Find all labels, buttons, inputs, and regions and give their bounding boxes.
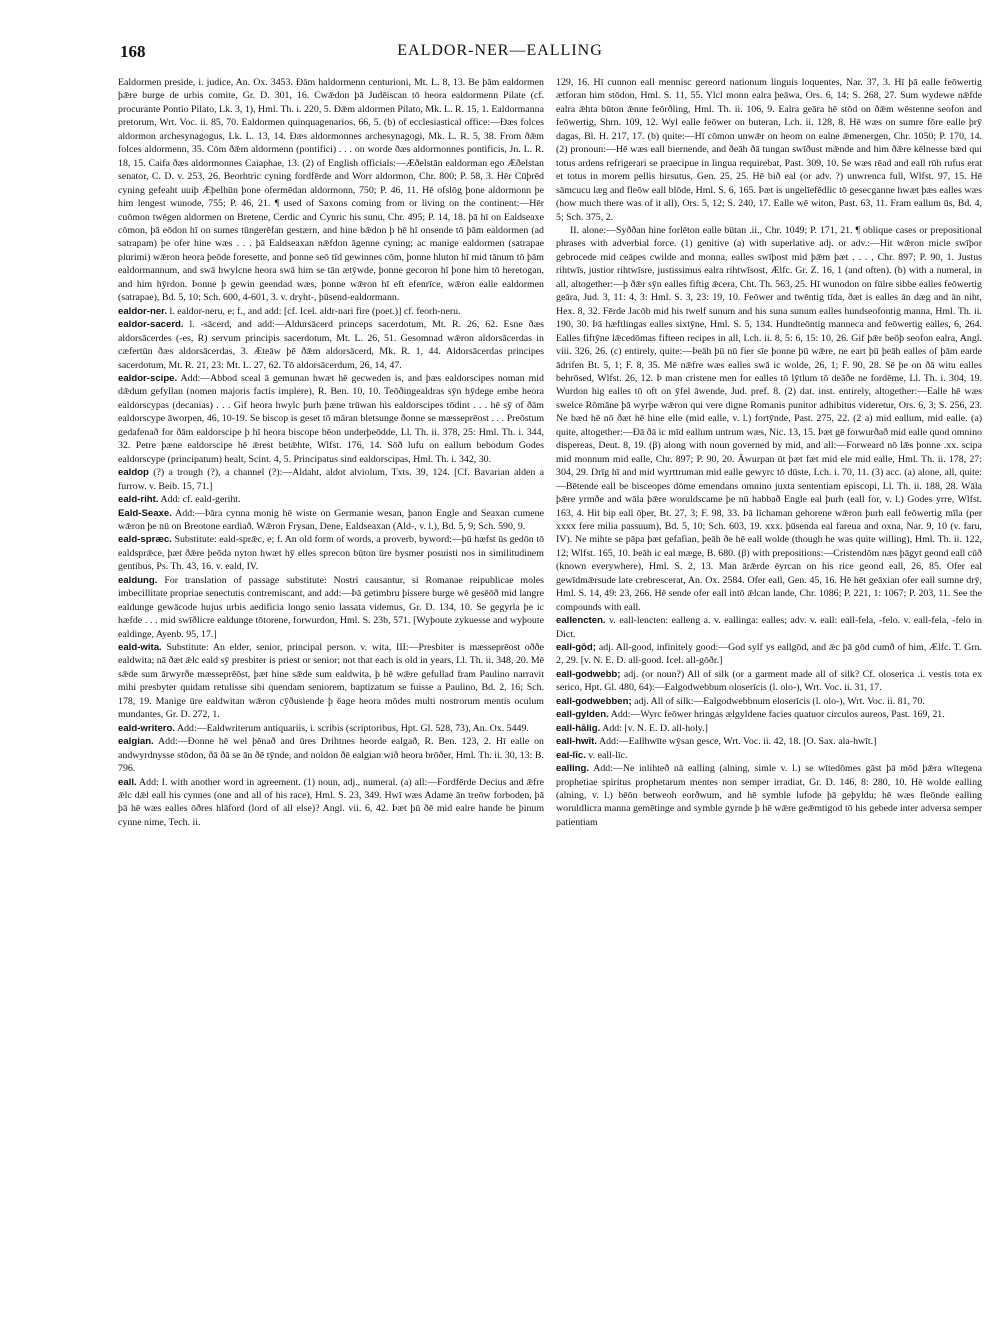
dictionary-entry: [556, 762, 982, 829]
dictionary-entry: [118, 318, 544, 372]
dictionary-entry: [118, 76, 544, 305]
entry-headword: eald-writero.: [118, 722, 176, 734]
entry-text: Add:—Þāra cynna monig hē wiste on Germanie wesan, þanon Engle and Seaxan cumene wǣron þe nū on Breotone eardiað. Wǣron Frysan, Dene, Ealdseaxan (Ald-, v. l.), Bd. 5, 9; Sch. 590, 9.: [118, 507, 544, 532]
entry-text: l. -sācerd, and add:—Aldursācerd princeps sacerdotum, Mt. R. 26, 62. Esne ðæs aldorsācerdes (-es, R) servum principis sacerdotum, Mt. L. 26, 51. Gesomnad wǣron aldorsācerdas in cæfertūn ðæs aldorsācerdas, 3. Æteāw þē ðǣm aldorsācerd, Mk. R. 1, 44. Aldorsācerdas principes sacerdotum, Mt. R. 21, 23: Mt. L. 27, 62. Tō aldorsācerdum, 26, 14, 47.: [118, 319, 544, 371]
entry-text: Ealdormen preside, i. judice, An. Ox. 3453. Ðām haldormenn centurioni, Mt. L. 8, 13. Be þām ealdormen þǣre burge de urbis comite, Gr. D. 301, 16. Cwǣdon þā Judēiscan tō heora ealdormenn Pilate (cf. procurante Pontio Pilato, Lk. 3, 1), Hml. Th. i. 220, 5. Ðǣm aldormen Pilato, Mk. L. R. 15, 1. Ealdormanna pretorum, Wrt. Voc. ii. 85, 70. Ealdormen quinquagenarios, 66, 5. (b) of ecclesiastical office:—Ðæs folces aldormon archesynagogus, Lk. L. 13, 14. Ðæs aldormonnes archesynagogi, Mk. L. R. 5, 38. From ðǣm folces aldormenn, 35. Cōm ðǣm aldormenn (pontifici) . . . on worde ðæs aldormonnes pontificis, Jn. L. R. 18, 15. Caifa ðæs aldormonnes Caiaphae, 13. (2) of English officials:—Æðelstān ealdorman ego Æðelstan senator, C. D. v. 253, 26. Beorhtric cyning fordfērde and Worr aldormon, Chr. 800; P. 58, 3. Hēr Cūþrēd cyning gefeaht uuiþ Æþelhūn þone ofermēdan aldormonn, 750; P. 46, 11. Hē ofslōg þone aldormonn þe him lengest wunode, 755; P. 46, 21. ¶ used of Saxons coming from or living on the continent:—Hēr cuōmon twēgen aldormen on Bretene, Cerdic and Cynric his sunu, Chr. 495; P. 14, 18. þā hī on Ealdseaxe cōmon, þā eōdon hī on sumes tūngerēfan gestærn, and hine bǣdon þ hē hī onsende tō þām ealdormen (ad satrapam) þe ofer hine wæs . . . þā Ealdseaxan nǣfdon āgenne cyning; ac manige ealdormen (satrapae plurimi) wǣron heora þeōde foresette, and þonne seō tīd gewinnes cōm, þonne hluton hī mid tānum tō þām ealdormannum, and swā hwylcne heora swā him se tān ætȳwde, þonne gecoron hī þone him tō heretogan, and him hȳrdon. Þonne þ gewin geendad wæs, þonne wǣron hī eft efenrīce, wǣron ealle ealdormen (satrapae), Bd. 5, 10; Sch. 600, 4-601, 3. v. dryht-, þūsend-ealdormann.: [118, 77, 544, 304]
entry-text: 129, 16. Hī cunnon eall mennisc gereord nationum linguis loquentes, Nar. 37, 3. Hī þā ealle feōwertig ætforan him stōdon, Hml. S. 11, 55. Ylcl monn ealra þeāwa, Ors. 6, 14; S. 268, 27. Sum wydewe nǣfde ealra ǣhta būton ǣnne feōrðling, Hml. Th. ii. 106, 9. Ealra geāra hē stōd on ðǣm wēstenne seofon and feōwertig, Shrn. 109, 12. Wyl ealle feōwer on buteran, Lch. ii. 128, 8. Hē wæs on sumre fōre ealle þrȳ dagas, Bl. H. 217, 17. (b) quite:—Hī cōmon unwǣr on heom on ealne ǣmenergen, Chr. 1050; P. 170, 14. (2) pronoun:—Hē wæs eall biernende, and ðeāh ðā tungan swīðust mǣnde and him ðǣre kēlnesse bæd qui totus ardens refrigerari se praecipue in lingua requirebat, Past. 309, 10. Se wæs rēad and eall rūh rufus erat et totus in morem pellis hirsutus, Gen. 25, 25. Hē bið eal (or adv. ?) unwrenca full, Wlfst. 97, 15. Hē sāmcucu læg and fleōw eall blōde, Hml. S. 6, 165. Þæt is ungelīefēdlic tō gesecganne hwæt þæs ealles wæs (how much there was of it all), Ors. 5, 12; S. 240, 17. Ealle wē witon, Past. 63, 11. Fram eallum ūs, Bd. 4, 5; Sch. 375, 2.: [556, 77, 982, 223]
dictionary-entry: [556, 722, 982, 735]
entry-text: Add:—Wyrc feōwer hringas ælgyldene facies quatuor circulos aureos, Past. 169, 21.: [610, 709, 945, 721]
dictionary-entry: [556, 76, 982, 224]
entry-headword: ealdop: [118, 467, 149, 479]
entry-text: Add:—Ealdwriterum antiquariis, i. scribis (scriptoribus, Hpt. Gl. 528, 73), An. Ox. 5449.: [176, 722, 529, 734]
entry-headword: ealdung.: [118, 574, 158, 586]
dictionary-entry: [556, 749, 982, 762]
entry-text: Add: [v. N. E. D. all-holy.]: [602, 722, 708, 734]
dictionary-entry: [556, 641, 982, 668]
dictionary-entry: [556, 708, 982, 721]
entry-headword: Eald-Seaxe.: [118, 507, 172, 519]
right-column: [556, 76, 982, 1298]
entry-headword: ealgian.: [118, 736, 154, 748]
entry-text: Add: I. with another word in agreement. (1) noun, adj., numeral. (a) all:—Fordfērde Decius and ǣfre ǣlc dǣl eall his cynnes (one and all of his race), Hml. S. 23, 349. Hwī wæs Adame ān treōw forboden, þā þā hē wæs ealles ōðres hlāford (lord of all else)? Angl. vii. 6, 42. Þæt þū ðē mid ealre hande be þinum cynne nime, Tech. ii.: [118, 776, 544, 828]
dictionary-entry: [556, 224, 982, 614]
left-column: [118, 76, 544, 1298]
entry-headword: ealdor-sacerd.: [118, 319, 184, 331]
dictionary-entry: [118, 533, 544, 573]
entry-text: adj. All of silk:—Ealgodwebbnum eloserīcis (l. olo-), Wrt. Voc. ii. 81, 70.: [634, 695, 925, 707]
entry-headword: eald-spræc.: [118, 534, 172, 546]
entry-headword: eall-godwebb;: [556, 668, 621, 680]
entry-headword: ealdor-ner.: [118, 305, 168, 317]
entry-text: adj. (or noun?) All of silk (or a garment made all of silk? Cf. oloserica .i. vestis tota ex serico, Hpt. Gl. 480, 64):—Ealgodwebbum oloserīcis (l. olo-), Wrt. Voc. ii. 31, 17.: [556, 668, 982, 694]
entry-headword: ealdor-scipe.: [118, 372, 178, 384]
dictionary-entry: [118, 641, 544, 722]
entry-headword: eall-gōd;: [556, 642, 596, 654]
entry-text: Add:—Abbod sceal ā gemunan hwæt hē gecweden is, and þæs ealdorscipes noman mid dǣdum gefyllan (nomen majoris factis implere), R. Ben. 10, 10. Teōðingealdras sȳn hȳdege embe heora ealdorscypas (decanias) . . . Gif heora hwylc þurh þæne trūwan his ealdorscipes tōdint . . . hē sȳ of ðām ealdorscype āworpen, 46, 10-19. Se biscop is geset tō māran bletsunge ðonne se mæsseprēost . . . Preōstum gedafenað for ðām ealdorscipe þ hī heora biscope bēon underþeōdde, Ll. Th. ii. 378, 25: Hml. Th. i. 344, 32. Petre þæne ealdorscipe hē ǣrest betǣhte, Wlfst. 176, 14. Sōð lufu on eallum bebodum Godes ealdorscype (principatum) healt, Scint. 4, 5. Principatus sind ealdorscipas, Hml. Th. i. 342, 30.: [118, 372, 544, 465]
page-number: 168: [120, 42, 146, 61]
dictionary-entry: [118, 493, 544, 506]
entry-headword: eal-līc.: [556, 749, 586, 761]
entry-headword: eall-godwebben;: [556, 695, 632, 707]
entry-text: Add:—Ðonne hē wel þēnað and ūres Drihtnes heorde ealgað, R. Ben. 123, 2. Hī ealle on andwyrdnysse stōdon, ðā ðā se ān ðē tȳnde, and noldon ðē ealgian wið heora brōðer, Hml. Th. ii. 30, 13: B. 796.: [118, 736, 544, 775]
dictionary-entry: [556, 735, 982, 748]
entry-text: (?) a trough (?), a channel (?):—Aldaht, aldot alviolum, Txts. 39, 124. [Cf. Bavarian alden a furrow. v. Beib. 15, 71.]: [118, 467, 544, 492]
dictionary-entry: [118, 305, 544, 318]
entry-headword: eall-hwīt.: [556, 736, 598, 748]
entry-text: l. ealdor-neru, e; f., and add: [cf. Icel. aldr-nari fire (poet.)] cf. feorh-neru.: [169, 305, 461, 317]
entry-text: adj. All-good, infinitely good:—God sylf ys eallgōd, and ǣc þā gōd cumð of him, Ælfc. T. Grn. 2, 29. [v. N. E. D. all-good. Icel. all-gōðr.]: [556, 642, 982, 667]
dictionary-entry: [556, 668, 982, 695]
entry-headword: eallencten.: [556, 615, 606, 627]
dictionary-entry: [118, 776, 544, 830]
dictionary-entry: [118, 507, 544, 534]
entry-headword: eald-wita.: [118, 642, 162, 654]
dictionary-entry: [118, 466, 544, 493]
entry-text: Substitute: An elder, senior, principal person. v. wita, III:—Presbiter is mæsseprēost oððe ealdwita; nā ðæt ǣlc eald sȳ presbiter is priest or senior; not that each is old in years, Ll. Th. ii. 348, 20. Mē sǣde sum ārwyrðe mæsseprēōst, þæt hine sǣde sum ealdwita, þ hē wǣre gefullad fram Paulino narravit mihi presbyter quidam retulisse sibi quendam seniorem, baptizatum se fuisse a Paulino, Bd. 2, 16; Sch. 178, 19. Manige ūre ealdwitan wǣron cȳðusiende þ ēage heora mōdes multi nostrorum mentis oculum mundantes, Gr. D. 272, 1.: [118, 642, 544, 721]
dictionary-entry: [118, 735, 544, 775]
entry-text: Substitute: eald-sprǣc, e; f. An old form of words, a proverb, byword:—þū hæfst ūs gedōn tō ealdsprǣce, þæt ðǣre þeōda nyton hwæt hȳ elles sprecon būton ūre bysmer posuisti nos in similitudinem gentibus, Ps. Th. 43, 16. v. eald, IV.: [118, 534, 544, 573]
entry-text: v. eall-lencten: ealleng a. v. eallinga: ealles; adv. v. eall: eall-fela, -felo. v. eall-fela, -felo in Dict.: [556, 615, 982, 640]
entry-text: Add:—Ne inlihteð nā ealling (alning, simle v. l.) se wītedōmes gāst þā mōd þǣra wītegena prophetiae spiritus prophetarum mentes non semper irradiat, Gr. D. 146, 8: 280, 10. Hē wolde ealling (alning, v. l.) bēōn betweoh eorðwum, and hē symble lufode þā geþyldu; hē wæs fleōnde ealling woruldlicra manna gemētinge and symble gyrnde þ hē wǣre geǣmtigod tō his gebede inter adversa semper patientiam: [556, 763, 982, 828]
entry-headword: eall.: [118, 776, 137, 788]
dictionary-entry: [556, 695, 982, 708]
dictionary-entry: [118, 574, 544, 641]
dictionary-entry: [556, 614, 982, 641]
entry-text: II. alone:—Syððan hine forlēton ealle būtan .ii., Chr. 1049; P. 171, 21. ¶ oblique cases or prepositional phrases with adverbial force. (1) genitive (a) with superlative adj. or adv.:—Hit wǣron micle swīþor gebrocede mid ceāpes cwilde and monna, ealles swīþost mid þǣm þæt . . . , Chr. 897; P. 90, 1. Justus rihtwīs, justior rihtwīsre, justissimus ealra rihtwīsost, Ælfc. Gr. Z. 16, 1 (and often). (b) with a numeral, in all, altogether:—þ ðǣr sȳn ealles fiftig ǣcera, Cht. Th. 563, 25. Hī wunodon on fūlre sibbe ealles feōwertig geāra, Jud. 3, 11: 4, 3: Hml. S. 3, 23: 19, 10. Feōwer and twēntig tīda, ðæt is ealles ān dæg and ān niht, Hex. 8, 32. Fērde Jacōb mid his twelf sunum and his suna sunum ealles hundseofontig manna, Hml. Th. ii. 190, 30. Þā hæftlingas ealles sixtȳne, Hml. S. 5, 134. Hundteōntig manneca and feōwertig ealles, 6, 264. Ealles fiftȳne lǣcedōmas fifteen recipes in all, Lch. ii. 8, 5: 6, 15: 10, 26. Gif þǣr beōþ seofon ealra, Angl. viii. 326, 26. (c) entirely, quite:—Þeāh þū nū fier sīe þonne þū wǣre, ne eart þū þeāh ealles of þām earde ādrifen Bt. 5, 1; F. 8, 35. Mē nǣfre wæs ealles swā ic wolde, 26, 1; F. 90, 28. Sē þe on ðā witu ealles behrōsed, Wlfst. 26, 12. Þ man cristene men for ealles tō lȳtlum tō deāðe ne fordēme, Ll. Th. i. 304, 19. Wurdon hig ealles tō oft on ȳfel āwende, Jud. pref. 8. (2) dat. inst. entirely, altogether:—Ealle hē wæs swelce Rōmāne þā wyrþe wǣron qui vere digne Romanis punitor adhibitus videretur, Ors. 6, 3; S. 256, 23. Ne bæd hē nō ðæt hē hine elle (mid ealle, v. l.) fortȳnde, Past. 275, 22. (2 a) mid eallum, mid ealle. (a) quite, altogether:—Ðā ðā ic mīd eallum untrum wæs, Nic. 13, 15. Þæt gē forwurðað mid ealle quod omnino dispereas, Deut. 8, 19. (β) along with noun governed by mid, and all:—Forweard nō lǣs þonne .xx. scipa mid monnum mid ealle, Chr. 897; P. 90, 20. Āwurpan ūt þæt fæt mid ele mid ealle, Hml. Th. ii. 178, 27: 304, 29. Drīg hī and mid wyrttruman mid ealle gewyrc tō dūste, Lch. i. 70, 11. (3) acc. (a) alone, all, quite:—Bētende eall be bisceopes dōme emendans omnino juxta sententiam episcopi, Ll. Th. ii. 188, 28. Wāla þǣre yrmðe and wāla þǣre woruldscame þe nū habbað Engle eal þurh (eall for, v. l.) Godes yrre, Wlfst. 163, 4. Hit bip eall ōþer, Bt. 27, 3; F. 98, 33. Þā līchaman gehorene wǣron þurh eall feōwertig mīla (per xxxx fere milia passuum), Bd. 5, 10; Sch. 603, 19. xxx. þūsenda eal fareua and oxna, Nar. 9, 10 (v. faru, IV). Ne mihte se pāpa þæt gefafian, þeāh ðe hē eall wolde (though he was quite willing), Hml. Th. ii. 122, 12; Wlfst. 165, 10. Þeāh ic eal mæge, B. 680. (β) with prepositions:—Cristendōm næs þāgyt geond eall cūð (known everywhere), Hml. S. 2, 13. Man ārǣrde ēyrcan on his rice geond eall, 26, 85. Ofer eal gewīdmǣrsude late crebrescerat, An. Ox. 2584. Ofer eall, Gen. 45, 16. Hē hēt geāxian ofer eall sumne drȳ, Hml. S. 14, 49: 23, 266. Hē sende ofer eall intō ǣlcan lande, Chr. 1086; P. 221, 1: 1067; P. 203, 11. See the compounds with eall.: [556, 224, 982, 613]
entry-text: Add: cf. eald-geriht.: [160, 494, 241, 506]
entry-headword: eald-riht.: [118, 494, 159, 506]
entry-text: v. eall-līc.: [588, 749, 628, 761]
entry-headword: ealling.: [556, 763, 590, 775]
entry-text: Add:—Eallhwīte wȳsan gesce, Wrt. Voc. ii. 42, 18. [O. Sax. ala-hwīt.]: [598, 736, 877, 748]
dictionary-entry: [118, 372, 544, 466]
running-head: EALDOR-NER—EALLING: [397, 42, 603, 59]
dictionary-entry: [118, 722, 544, 735]
page-header: [120, 42, 880, 66]
entry-text: For translation of passage substitute: Nostri causantur, si Romanae reipublicae moles imbecillitate propriae senectutis contremiscant, and add:—Þā getimbru þissere burge wē gesēōð mid langre ealdunge gewācode hujus urbis aedificia longo senio lassata videmus, Gr. D. 134, 10. Se gegyrla þe ic hæfde . . . mid swīðlicre ealdunge tōtorene, forwurdon, Hml. S. 23b, 571. [Wyþoute zykuesse and wyþoute ealdinge, Ayenb. 95, 17.]: [118, 574, 544, 640]
entry-headword: eall-gylden.: [556, 709, 609, 721]
entry-headword: eall-hālig.: [556, 722, 601, 734]
